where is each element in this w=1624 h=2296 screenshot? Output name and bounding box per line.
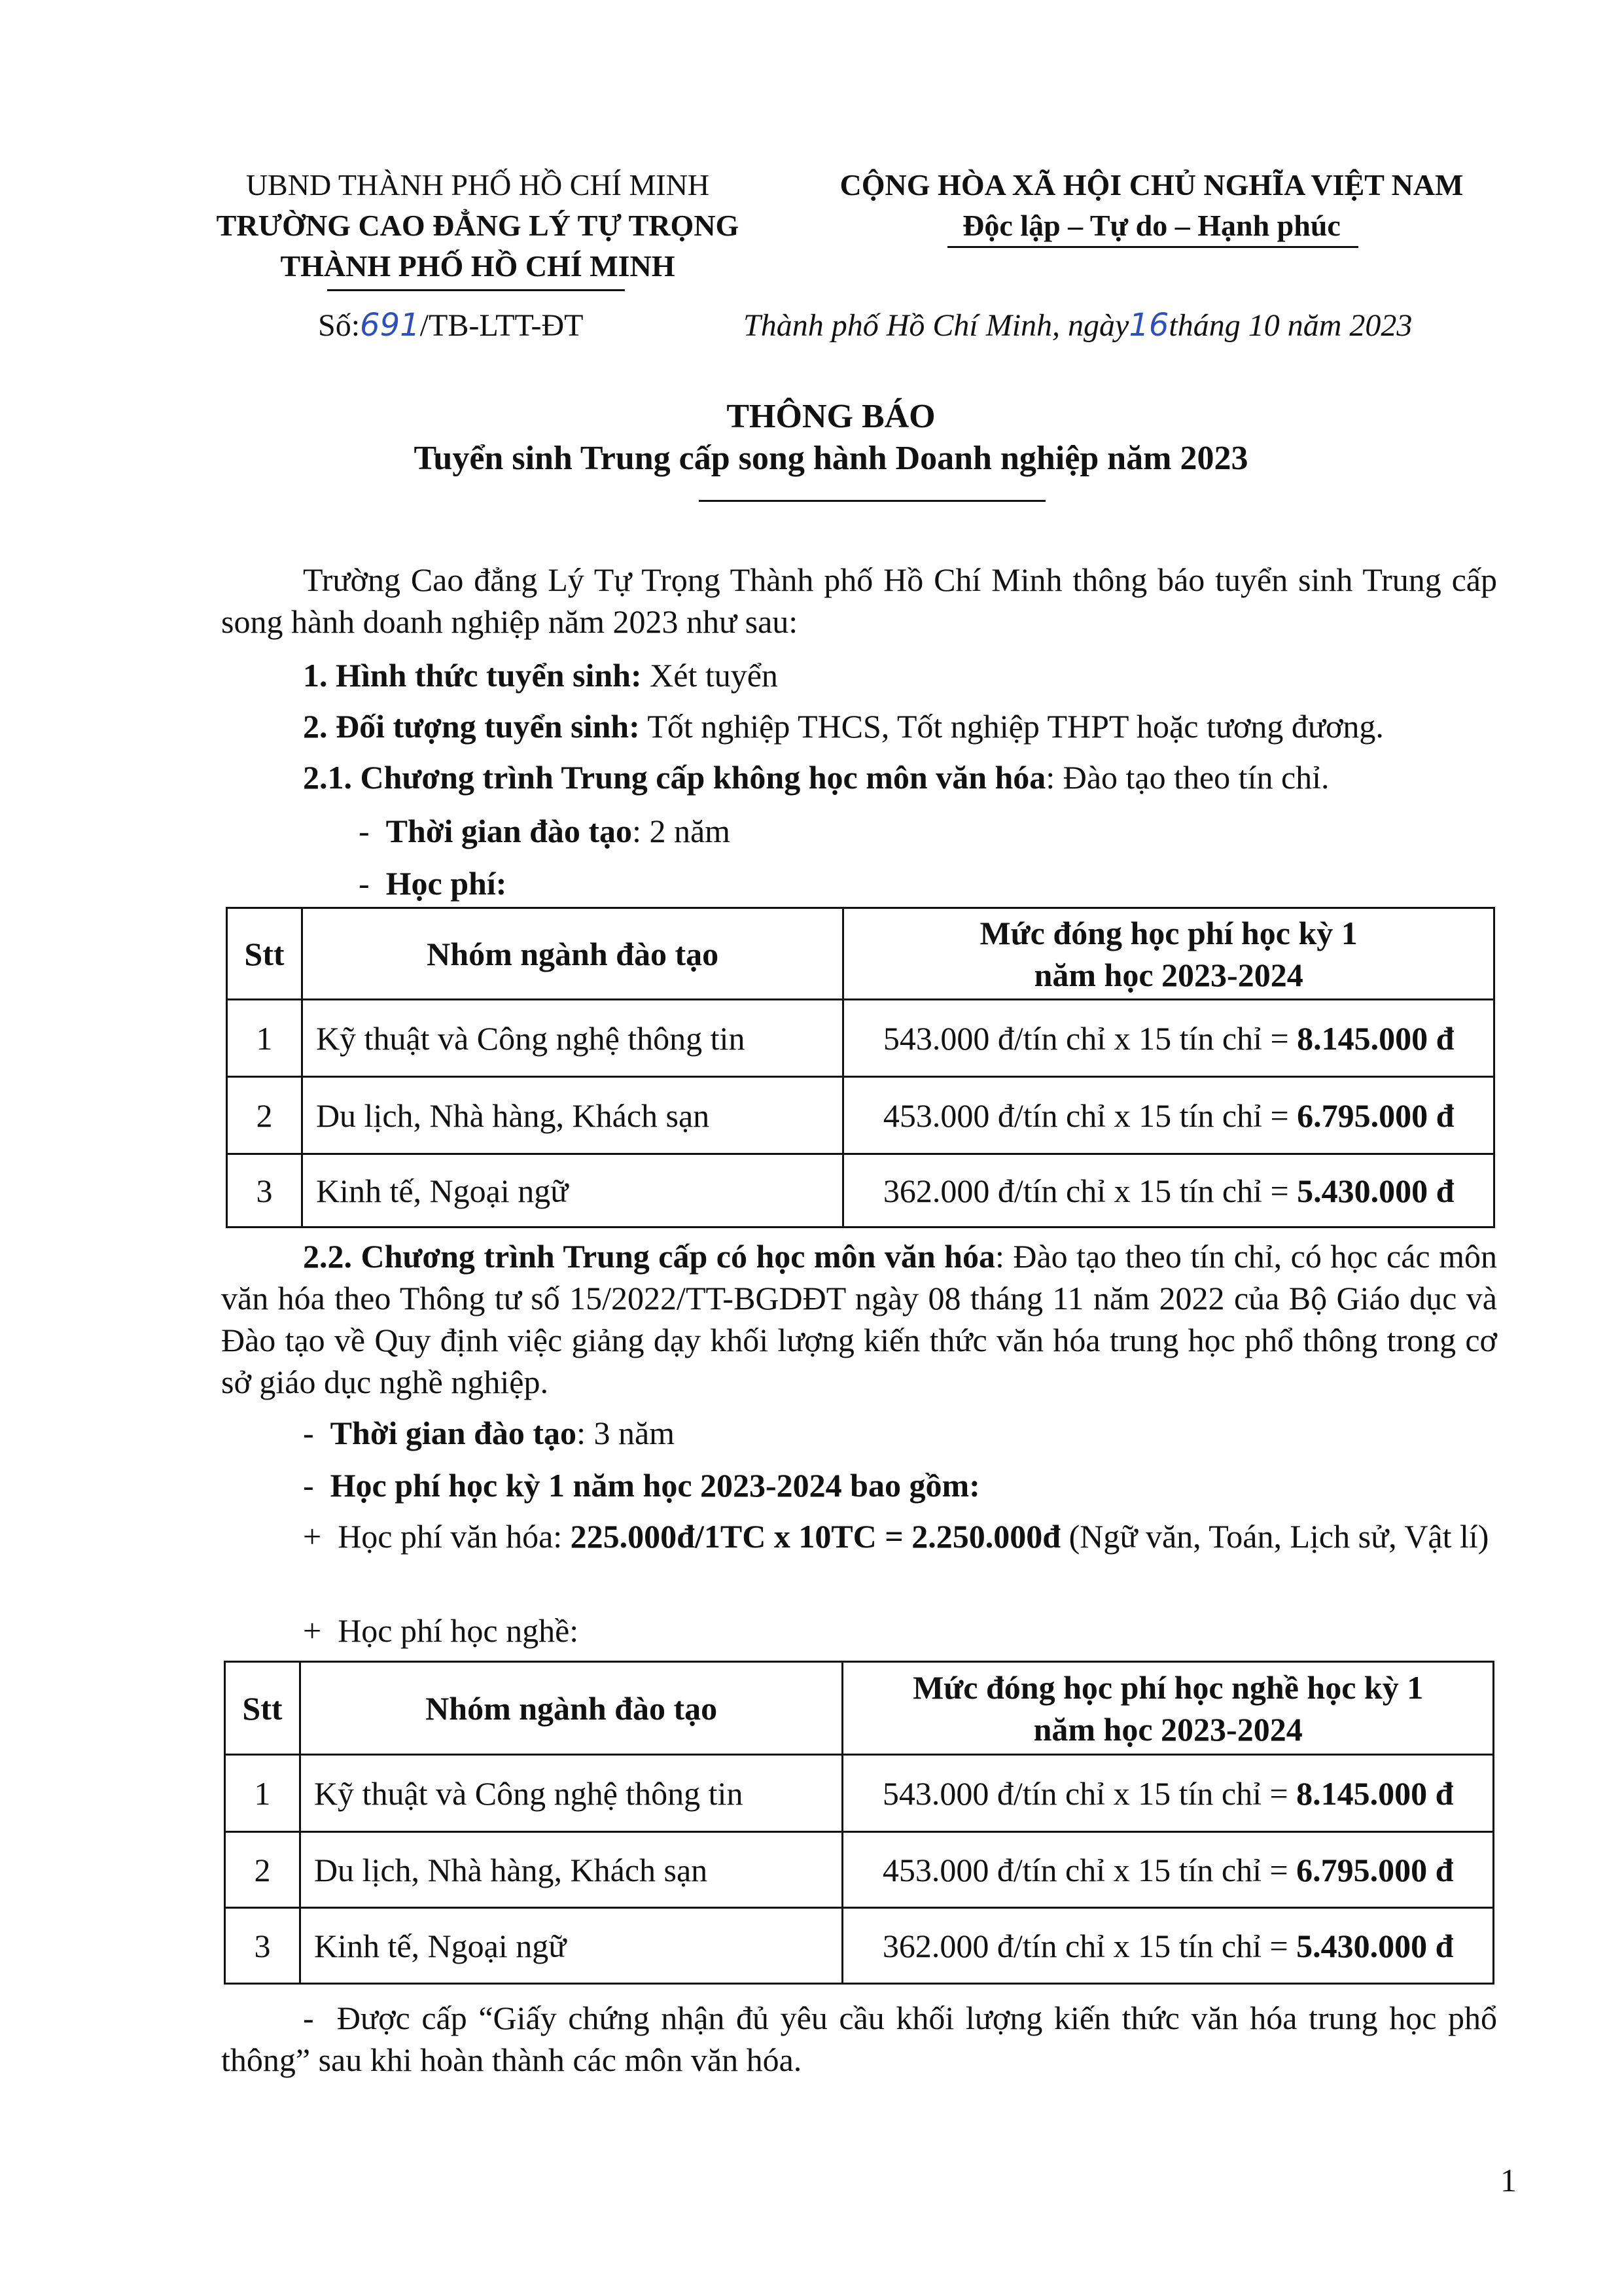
- document-subtitle: Tuyển sinh Trung cấp song hành Doanh nghiệp năm 2023: [414, 440, 1248, 477]
- plus-bullet: +: [303, 1612, 322, 1649]
- row-fee: [843, 1000, 1494, 1077]
- row-group: Kinh tế, Ngoại ngữ: [300, 1908, 842, 1984]
- duration-label: Thời gian đào tạo: [385, 813, 633, 849]
- row-fee: [843, 1077, 1494, 1154]
- program-22-label: 2.2. Chương trình Trung cấp có học môn văn hóa: [303, 1238, 995, 1275]
- row-group: Du lịch, Nhà hàng, Khách sạn: [300, 1832, 842, 1908]
- column-header-fee: [843, 1662, 1494, 1755]
- page-number: 1: [1500, 2162, 1517, 2199]
- authority-line-1: UBND THÀNH PHỐ HỒ CHÍ MINH: [245, 168, 710, 202]
- duration-text: : 3 năm: [576, 1415, 675, 1451]
- fee-table-2: [224, 1661, 1494, 1985]
- certificate-note: [221, 1997, 1497, 2081]
- authority-line-3: THÀNH PHỐ HỒ CHÍ MINH: [280, 249, 675, 283]
- document-date: [743, 305, 1412, 346]
- program-21-fee-heading: [359, 862, 506, 904]
- fee-calc: 362.000 đ/tín chỉ x 15 tín chỉ =: [882, 1927, 1297, 1964]
- table-row: [225, 1832, 1494, 1908]
- program-21-duration: [359, 810, 730, 852]
- admission-method-text: Xét tuyển: [641, 657, 778, 694]
- column-header-stt: Stt: [227, 908, 302, 1000]
- table-row: [225, 1755, 1494, 1832]
- fee-calc: 362.000 đ/tín chỉ x 15 tín chỉ =: [883, 1172, 1297, 1209]
- title-underline: [699, 500, 1046, 502]
- fee-label: Học phí học kỳ 1 năm học 2023-2024 bao gồm:: [330, 1467, 980, 1504]
- vocation-fee-label: Học phí học nghề:: [338, 1612, 579, 1649]
- dash-bullet: -: [303, 1467, 314, 1504]
- duration-label: Thời gian đào tạo: [330, 1415, 577, 1451]
- program-21: [303, 756, 1330, 798]
- motto: Độc lập – Tự do – Hạnh phúc: [962, 209, 1341, 242]
- program-21-label: 2.1. Chương trình Trung cấp không học môn văn hóa: [303, 759, 1046, 796]
- motto-underline: [947, 246, 1358, 248]
- admission-target-text: Tốt nghiệp THCS, Tốt nghiệp THPT hoặc tương đương.: [639, 708, 1384, 745]
- dash-bullet: -: [303, 1415, 314, 1451]
- culture-fee-value: 225.000đ/1TC x 10TC = 2.250.000đ: [570, 1518, 1061, 1555]
- program-22: [221, 1235, 1497, 1403]
- authority-line-2: TRƯỜNG CAO ĐẲNG LÝ TỰ TRỌNG: [216, 209, 739, 242]
- number-suffix: /TB-LTT-ĐT: [419, 308, 584, 343]
- program-21-text: : Đào tạo theo tín chỉ.: [1046, 759, 1330, 796]
- dash-bullet: -: [359, 865, 370, 902]
- fee-total: 5.430.000 đ: [1296, 1927, 1454, 1964]
- fee-header-line-2: năm học 2023-2024: [1034, 956, 1303, 993]
- certificate-text: Được cấp “Giấy chứng nhận đủ yêu cầu khối lượng kiến thức văn hóa trung học phổ thông” sau khi hoàn thành các môn văn hóa.: [221, 2000, 1497, 2078]
- dash-bullet: -: [303, 2000, 314, 2036]
- table-row: [227, 1077, 1494, 1154]
- plus-bullet: +: [303, 1518, 322, 1555]
- column-header-group: Nhóm ngành đào tạo: [302, 908, 843, 1000]
- fee-total: 6.795.000 đ: [1297, 1097, 1455, 1134]
- handwritten-day: 16: [1129, 307, 1169, 344]
- column-header-stt: Stt: [225, 1662, 300, 1755]
- row-stt: 2: [227, 1077, 302, 1154]
- authority-underline: [327, 289, 625, 291]
- column-header-fee: [843, 908, 1494, 1000]
- fee-header-line-2: năm học 2023-2024: [1033, 1710, 1303, 1748]
- table-row: [227, 1000, 1494, 1077]
- fee-total: 8.145.000 đ: [1297, 1019, 1455, 1057]
- program-22-duration: [303, 1412, 675, 1454]
- culture-fee: [221, 1515, 1497, 1557]
- row-stt: 3: [225, 1908, 300, 1984]
- row-group: Kỹ thuật và Công nghệ thông tin: [300, 1755, 842, 1832]
- table-header-row: [227, 908, 1494, 1000]
- culture-fee-label: Học phí văn hóa:: [338, 1518, 571, 1555]
- program-22-text: : Đào tạo theo tín chỉ, có học các môn văn hóa theo Thông tư số 15/2022/TT-BGDĐT ngày 08 tháng 11 năm 2022 của Bộ Giáo dục và Đào tạo về Quy định việc giảng dạy khối lượng kiến thức văn hóa trung học phổ thông trong cơ sở giáo dục nghề nghiệp.: [221, 1238, 1497, 1400]
- document-number: [318, 305, 583, 346]
- fee-calc: 543.000 đ/tín chỉ x 15 tín chỉ =: [883, 1019, 1297, 1057]
- row-group: Kinh tế, Ngoại ngữ: [302, 1154, 843, 1227]
- row-group: Du lịch, Nhà hàng, Khách sạn: [302, 1077, 843, 1154]
- fee-header-line-1: Mức đóng học phí học nghề học kỳ 1: [913, 1669, 1424, 1706]
- date-suffix: tháng 10 năm 2023: [1169, 308, 1413, 343]
- fee-header-line-1: Mức đóng học phí học kỳ 1: [980, 914, 1358, 951]
- table-header-row: [225, 1662, 1494, 1755]
- row-fee: [843, 1154, 1494, 1227]
- intro-paragraph: Trường Cao đẳng Lý Tự Trọng Thành phố Hồ Chí Minh thông báo tuyển sinh Trung cấp song hành doanh nghiệp năm 2023 như sau:: [221, 561, 1497, 640]
- document-title: THÔNG BÁO: [726, 398, 936, 435]
- duration-text: : 2 năm: [632, 813, 731, 849]
- row-stt: 3: [227, 1154, 302, 1227]
- culture-fee-subjects: (Ngữ văn, Toán, Lịch sử, Vật lí): [1061, 1518, 1489, 1555]
- fee-calc: 453.000 đ/tín chỉ x 15 tín chỉ =: [883, 1097, 1297, 1134]
- admission-target: [303, 705, 1384, 747]
- row-group: Kỹ thuật và Công nghệ thông tin: [302, 1000, 843, 1077]
- row-fee: [843, 1832, 1494, 1908]
- row-fee: [843, 1755, 1494, 1832]
- admission-method-label: 1. Hình thức tuyển sinh:: [303, 657, 642, 694]
- row-stt: 1: [227, 1000, 302, 1077]
- dash-bullet: -: [359, 813, 370, 849]
- fee-table-1: [226, 907, 1495, 1228]
- table-row: [227, 1154, 1494, 1227]
- row-stt: 1: [225, 1755, 300, 1832]
- fee-total: 5.430.000 đ: [1297, 1172, 1455, 1209]
- table-row: [225, 1908, 1494, 1984]
- number-prefix: Số:: [318, 308, 361, 343]
- fee-calc: 453.000 đ/tín chỉ x 15 tín chỉ =: [882, 1851, 1297, 1888]
- fee-total: 8.145.000 đ: [1296, 1775, 1454, 1812]
- row-stt: 2: [225, 1832, 300, 1908]
- issuing-authority: [196, 165, 759, 287]
- country-name: CỘNG HÒA XÃ HỘI CHỦ NGHĨA VIỆT NAM: [839, 168, 1464, 202]
- row-fee: [843, 1908, 1494, 1984]
- column-header-group: Nhóm ngành đào tạo: [300, 1662, 842, 1755]
- program-22-fee-heading: [303, 1464, 980, 1506]
- fee-label: Học phí:: [385, 865, 507, 902]
- admission-target-label: 2. Đối tượng tuyển sinh:: [303, 708, 640, 745]
- date-prefix: Thành phố Hồ Chí Minh, ngày: [743, 308, 1129, 343]
- fee-total: 6.795.000 đ: [1296, 1851, 1454, 1888]
- fee-calc: 543.000 đ/tín chỉ x 15 tín chỉ =: [882, 1775, 1297, 1812]
- handwritten-number: 691: [360, 307, 420, 344]
- admission-method: [303, 654, 778, 696]
- national-motto: [772, 165, 1531, 246]
- vocation-fee-heading: [303, 1610, 578, 1651]
